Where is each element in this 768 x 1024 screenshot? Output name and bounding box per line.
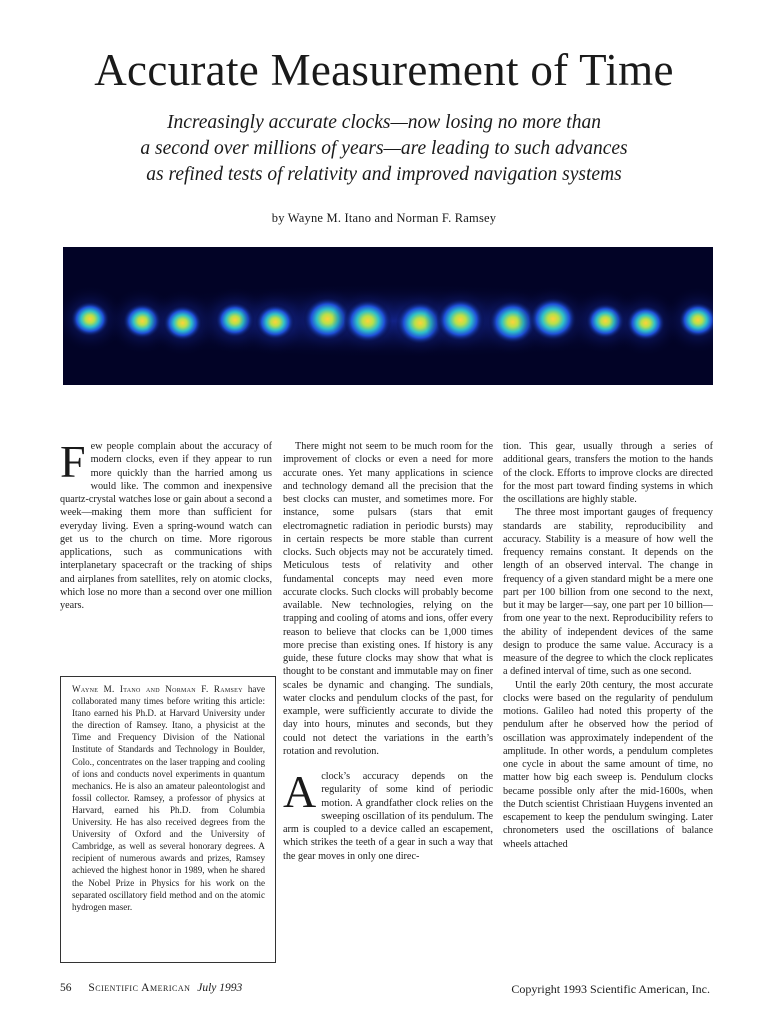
- deck-line: a second over millions of years—are leading to such advances: [140, 138, 628, 159]
- article-title: Accurate Measurement of Time: [94, 45, 674, 95]
- deck-line: as refined tests of relativity and improved navigation systems: [146, 164, 622, 185]
- article-deck: [60, 110, 708, 188]
- page-footer: [60, 982, 242, 994]
- ion-spot: [163, 305, 203, 341]
- body-column-1: [60, 440, 272, 650]
- deck-line: Increasingly accurate clocks—now losing no more than: [167, 112, 601, 133]
- body-paragraph: The three most important gauges of frequency standards are stability, reproducibility and accuracy. Stability is a measure of how well the frequency remains constant. It depends on the length of an observed interval. The change in frequency of a given standard might be a mere one part per 100 billion from one second to the next, but it may be larger—say, one part per 10 billion—from one year to the next. Reproducibility refers to the ability of independent devices of the same design to produce the same value. Accuracy is a measure of the degree to which the clock replicates a defined interval of time, such as one second.: [503, 507, 713, 678]
- body-column-2: [283, 440, 493, 975]
- paragraph-text: clock’s accuracy depends on the regularity of some kind of periodic motion. A grandfather clock relies on the sweeping oscillation of its pendulum. The arm is coupled to a device called an escapement, which strikes the teeth of a gear in such a way that the gear moves in only one direc-: [283, 771, 493, 862]
- magazine-name: Scientific American: [88, 982, 191, 994]
- byline: by Wayne M. Itano and Norman F. Ramsey: [271, 211, 497, 225]
- paragraph-text: ew people complain about the accuracy of modern clocks, even if they appear to run more quickly than the harried among us would like. The common and inexpensive quartz-crystal watches lose or gain about a second a week—making them more than sufficient for everyday living. Even a spring-wound watch can get us to the church on time. More rigorous applications, such as communications with interplanetary spacecraft or the tracking of ships and airplanes from satellites, rely on atomic clocks, which lose no more than a second over one million years.: [60, 441, 272, 611]
- bio-author-names: Wayne M. Itano and Norman F. Ramsey: [72, 684, 243, 694]
- bio-text: have collaborated many times before writing this article: Itano earned his Ph.D. at Harvard University under the direction of Ramsey. Itano, a physicist at the Time and Frequency Division of the National Institute of Standards and Technology in Boulder, Colo., concentrates on the laser trapping and cooling of ions and conducts novel experiments in quantum mechanics. He is also an amateur paleontologist and fossil collector. Ramsey, a professor of physics at Harvard, earned his Ph.D. from Columbia University. He has also received degrees from the University of Oxford and the University of Cambridge, as well as several honorary degrees. A recipient of numerous awards and prizes, Ramsey achieved the highest honor in 1989, when he shared the Nobel Prize in Physics for his work on the separated oscillatory field method and on the atomic hydrogen maser.: [72, 684, 265, 912]
- ion-spot: [70, 301, 110, 337]
- drop-cap: F: [60, 440, 86, 487]
- body-column-3: [503, 440, 713, 975]
- issue-date: July 1993: [197, 982, 243, 994]
- drop-cap: A: [283, 766, 317, 817]
- copyright-notice: Copyright 1993 Scientific American, Inc.: [511, 982, 710, 996]
- ion-spot: [626, 305, 666, 341]
- page-number: 56: [60, 982, 72, 994]
- author-bio-box: [60, 676, 276, 963]
- trapped-ions-svg: [63, 247, 713, 385]
- body-paragraph: [283, 766, 493, 863]
- body-paragraph: Until the early 20th century, the most accurate clocks were based on the regularity of pendulum motions. Galileo had noted this property of the pendulum after he observed how the period of oscillation was approximately independent of the amplitude. In other words, a pendulum completes one cycle in about the same amount of time, no matter how big each sweep is. Pendulum clocks became possible only after the mid-1600s, when the Dutch scientist Christiaan Huygens invented an escapement to keep the pendulum swinging. Later chronometers used the oscillations of balance wheels attached: [503, 679, 713, 850]
- body-paragraph: [60, 440, 272, 612]
- body-paragraph: There might not seem to be much room for the improvement of clocks or even a need for more accurate ones. Yet many applications in science and technology demand all the precision that the best clocks can muster, and sometimes more. For instance, some pulsars (stars that emit electromagnetic radiation in periodic bursts) may in certain respects be more stable than current clocks. Such objects may not be accurately timed. Meticulous tests of relativity and other fundamental concepts may need even more accurate clocks. Such clocks will probably become available. New technologies, relying on the trapping and cooling of atoms and ions, offer every reason to believe that clocks can be 1,000 times more precise than existing ones. If history is any guide, these future clocks may show that what is thought to be constant and immutable may on finer scales be dynamic and changing. The sundials, water clocks and pendulum clocks of the past, for example, were sufficiently accurate to divide the day into hours, minutes and seconds, but they could not detect the variations in the earth’s rotation and revolution.: [283, 441, 493, 757]
- trapped-ions-image: [63, 247, 713, 385]
- ion-spot: [255, 304, 295, 340]
- body-paragraph: tion. This gear, usually through a series of additional gears, transfers the motion to the hands of the clock. Efforts to improve clocks are directed for the most part toward finding systems in which the oscillations are highly stable.: [503, 441, 713, 505]
